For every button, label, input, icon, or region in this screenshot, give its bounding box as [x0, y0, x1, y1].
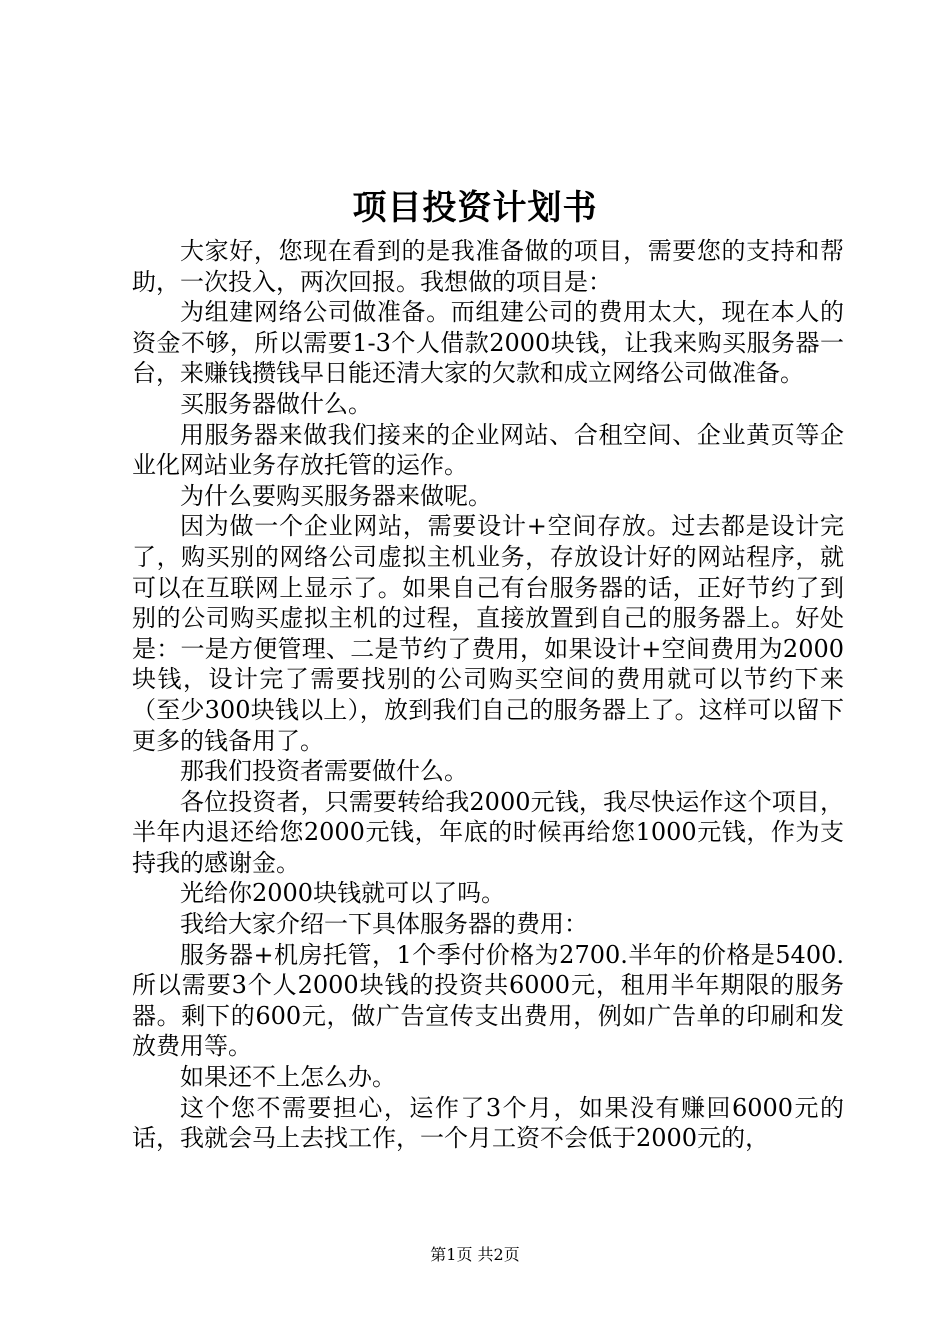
paragraph-intro: 大家好，您现在看到的是我准备做的项目，需要您的支持和帮助，一次投入，两次回报。我想做的项目是： — [132, 237, 844, 296]
paragraph-server-use: 用服务器来做我们接来的企业网站、合租空间、企业黄页等企业化网站业务存放托管的运作。 — [132, 420, 844, 480]
paragraph-question-server: 买服务器做什么。 — [180, 389, 372, 418]
paragraph-question-why: 为什么要购买服务器来做呢。 — [180, 481, 492, 510]
document-title: 项目投资计划书 — [352, 188, 598, 228]
paragraph-question-enough: 光给你2000块钱就可以了吗。 — [180, 879, 506, 908]
paragraph-purpose: 为组建网络公司做准备。而组建公司的费用太大，现在本人的资金不够，所以需要1-3个人借款2000块钱，让我来购买服务器一台，来赚钱攒钱早日能还清大家的欠款和成立网络公司做准备。 — [132, 298, 844, 388]
paragraph-reason: 因为做一个企业网站，需要设计+空间存放。过去都是设计完了，购买别的网络公司虚拟主机业务，存放设计好的网站程序，就可以在互联网上显示了。如果自己有台服务器的话，正好节约了到别的公司购买虚拟主机的过程，直接放置到自己的服务器上。好处是：一是方便管理、二是节约了费用，如果设计+空间费用为2000块钱，设计完了需要找别的公司购买空间的费用就可以节约下来（至少300块钱以上），放到我们自己的服务器上了。这样可以留下更多的钱备用了。 — [132, 512, 844, 755]
document-body — [132, 236, 844, 1154]
paragraph-repay-plan: 这个您不需要担心，运作了3个月，如果没有赚回6000元的话，我就会马上去找工作，一个月工资不会低于2000元的， — [132, 1093, 844, 1153]
paragraph-cost-intro: 我给大家介绍一下具体服务器的费用： — [180, 910, 588, 939]
paragraph-question-repay: 如果还不上怎么办。 — [180, 1063, 396, 1092]
paragraph-cost-detail: 服务器+机房托管，1个季付价格为2700.半年的价格是5400.所以需要3个人2000块钱的投资共6000元，租用半年期限的服务器。剩下的600元，做广告宣传支出费用，例如广告单的印刷和发放费用等。 — [132, 940, 844, 1061]
paragraph-question-investor: 那我们投资者需要做什么。 — [180, 757, 468, 786]
page-footer: 第1页 共2页 — [430, 1245, 520, 1264]
paragraph-investor-terms: 各位投资者，只需要转给我2000元钱，我尽快运作这个项目，半年内退还给您2000元钱，年底的时候再给您1000元钱，作为支持我的感谢金。 — [132, 787, 844, 877]
